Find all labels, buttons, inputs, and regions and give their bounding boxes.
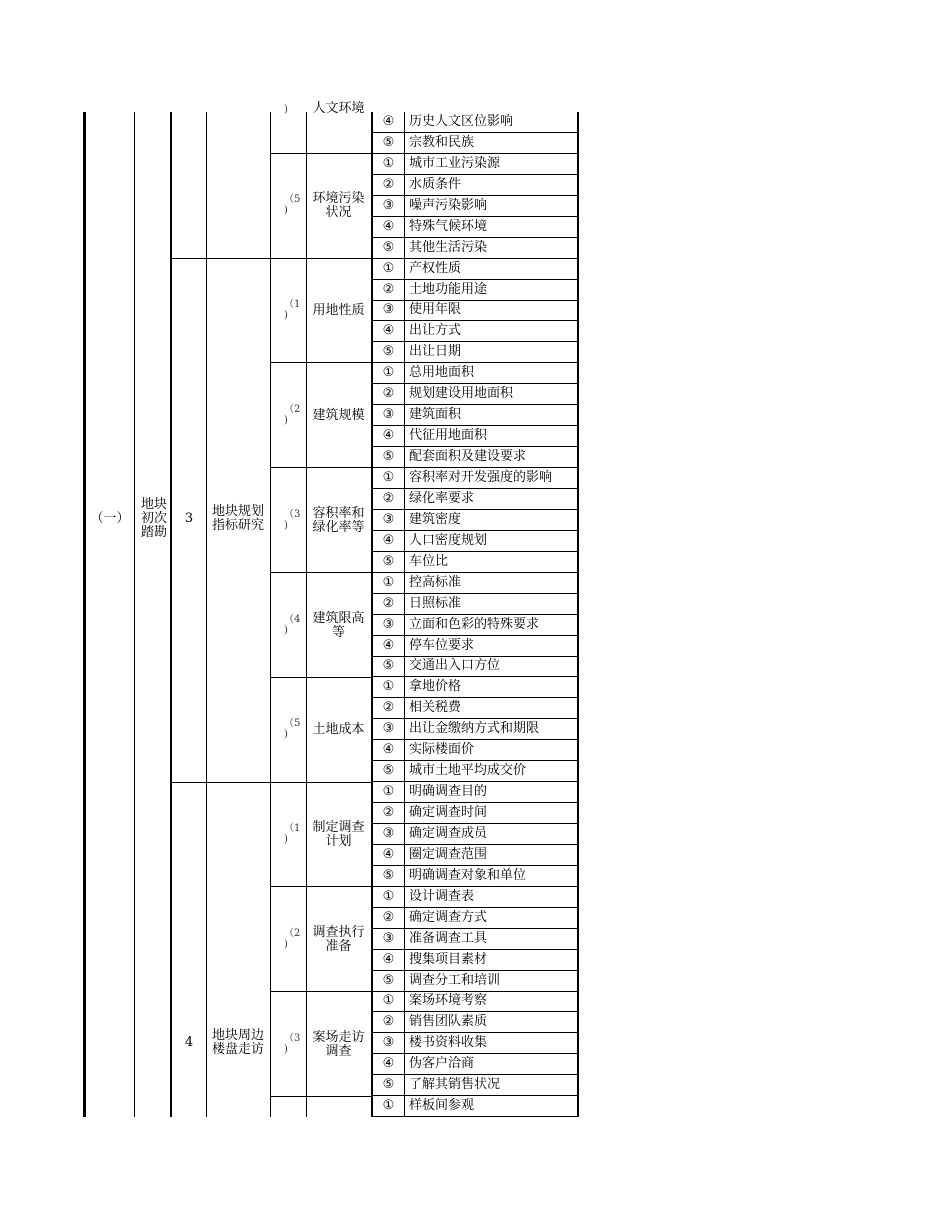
group-number	[284, 104, 288, 115]
group-title-line: 准备	[325, 939, 352, 954]
list-item	[373, 238, 577, 259]
item-number: ②	[373, 1012, 405, 1032]
item-number: ④	[373, 950, 405, 970]
section-label: （一）	[90, 511, 130, 526]
chapter-divider	[172, 258, 371, 259]
item-number: ①	[373, 991, 405, 1011]
item-number: ④	[373, 1054, 405, 1074]
group-divider	[270, 991, 371, 992]
group-number-line: （4	[284, 614, 301, 625]
item-number: ②	[373, 175, 405, 195]
item-number: ⑤	[373, 1075, 405, 1095]
item-number: ③	[373, 510, 405, 530]
chapter-divider	[172, 782, 371, 783]
item-number: ②	[373, 594, 405, 614]
item-number: ①	[373, 887, 405, 907]
item-number: ①	[373, 259, 405, 279]
list-item	[373, 321, 577, 342]
chapter-title-line: 地块周边	[211, 1028, 264, 1043]
group-number-line: )	[284, 205, 288, 216]
list-item	[373, 510, 577, 531]
item-label: 车位比	[409, 553, 449, 569]
group-divider	[270, 886, 371, 887]
list-item	[373, 615, 577, 636]
item-number: ④	[373, 112, 405, 132]
item-label: 确定调查成员	[409, 825, 488, 841]
item-number: ⑤	[373, 656, 405, 676]
list-item	[373, 468, 577, 489]
section-title-line: 地块	[140, 497, 167, 512]
group-number-line: （3	[284, 509, 301, 520]
group-number-line: （3	[284, 1033, 301, 1044]
group-number-line: )	[284, 415, 288, 426]
group-title	[306, 507, 371, 535]
item-number: ⑤	[373, 342, 405, 362]
list-item	[373, 636, 577, 657]
group-number	[284, 404, 300, 426]
group-number-line: )	[284, 104, 288, 115]
item-number: ②	[373, 384, 405, 404]
list-item	[373, 887, 577, 908]
item-number: ③	[373, 929, 405, 949]
list-item	[373, 761, 577, 782]
item-number: ④	[373, 426, 405, 446]
item-label: 城市土地平均成交价	[409, 763, 527, 779]
item-number: ②	[373, 280, 405, 300]
group-title	[306, 192, 371, 220]
item-number: ⑤	[373, 238, 405, 258]
item-label: 停车位要求	[409, 637, 475, 653]
section-title-line: 初次	[140, 511, 167, 526]
list-item	[373, 740, 577, 761]
list-item	[373, 971, 577, 992]
list-item	[373, 217, 577, 238]
list-item	[373, 594, 577, 615]
list-item	[373, 112, 577, 133]
item-label: 特殊气候环境	[409, 218, 488, 234]
group-title-line: 等	[331, 625, 345, 640]
group-number	[284, 718, 300, 740]
item-label: 土地功能用途	[409, 281, 488, 297]
item-label: 历史人文区位影响	[409, 114, 514, 129]
item-label: 其他生活污染	[409, 239, 488, 255]
list-item	[373, 175, 577, 196]
item-label: 调查分工和培训	[409, 972, 501, 988]
group-divider	[270, 677, 371, 678]
item-number: ⑤	[373, 552, 405, 572]
item-number: ①	[373, 468, 405, 488]
chapter-title-line: 地块规划	[211, 504, 264, 519]
item-label: 确定调查时间	[409, 805, 488, 821]
item-number: ②	[373, 698, 405, 718]
list-item	[373, 1033, 577, 1054]
item-number: ②	[373, 908, 405, 928]
item-label: 出让金缴纳方式和期限	[409, 721, 540, 737]
group-title-line: 绿化率等	[312, 520, 365, 535]
list-item	[373, 342, 577, 363]
list-item	[373, 991, 577, 1012]
item-label: 日照标准	[409, 595, 462, 611]
item-label: 设计调查表	[409, 888, 475, 904]
list-item	[373, 845, 577, 866]
item-number: ③	[373, 1033, 405, 1053]
group-divider	[270, 153, 371, 154]
section-title-column	[135, 112, 172, 1117]
section-title-line: 踏勘	[140, 525, 167, 540]
list-item	[373, 950, 577, 971]
group-title: 用地性质	[312, 303, 365, 318]
item-number: ①	[373, 1096, 405, 1116]
list-item	[373, 405, 577, 426]
list-item	[373, 384, 577, 405]
list-item	[373, 552, 577, 573]
item-number: ①	[373, 363, 405, 383]
item-label: 确定调查方式	[409, 909, 488, 925]
group-number-line: （5	[284, 718, 301, 729]
item-label: 立面和色彩的特殊要求	[409, 616, 540, 632]
item-number: ①	[373, 782, 405, 802]
item-label: 容积率对开发强度的影响	[409, 469, 553, 485]
item-number: ③	[373, 615, 405, 635]
group-number-line: （1	[284, 299, 301, 310]
item-label: 搜集项目素材	[409, 951, 488, 967]
list-item	[373, 1012, 577, 1033]
item-label: 实际楼面价	[409, 742, 475, 758]
group-number-line: )	[284, 625, 288, 636]
item-label: 相关税费	[409, 700, 462, 716]
group-number-line: （1	[284, 823, 301, 834]
item-label: 绿化率要求	[409, 490, 475, 506]
list-item	[373, 782, 577, 803]
section-title	[136, 498, 172, 540]
group-number-line: （2	[284, 404, 301, 415]
item-label: 配套面积及建设要求	[409, 449, 527, 465]
item-label: 样板间参观	[409, 1098, 475, 1114]
item-number: ⑤	[373, 133, 405, 153]
item-number: ①	[373, 677, 405, 697]
group-title	[306, 1031, 371, 1059]
item-label: 总用地面积	[409, 365, 475, 381]
item-number: ④	[373, 217, 405, 237]
list-item	[373, 363, 577, 384]
item-label: 出让方式	[409, 323, 462, 339]
item-label: 水质条件	[409, 176, 462, 192]
group-number-line: )	[284, 1044, 288, 1055]
group-title	[306, 612, 371, 640]
group-divider	[270, 1096, 371, 1097]
item-label: 交通出入口方位	[409, 658, 501, 674]
item-number: ③	[373, 196, 405, 216]
group-number-line: )	[284, 834, 288, 845]
group-number	[284, 823, 300, 845]
list-item	[373, 698, 577, 719]
list-item	[373, 259, 577, 280]
list-item	[373, 154, 577, 175]
group-title	[306, 821, 371, 849]
item-label: 伪客户洽商	[409, 1056, 475, 1072]
list-item	[373, 929, 577, 950]
chapter-title	[206, 505, 270, 533]
item-label: 明确调查目的	[409, 784, 488, 800]
item-number: ③	[373, 405, 405, 425]
section-column	[83, 112, 135, 1117]
item-number: ⑤	[373, 866, 405, 886]
group-number-line: )	[284, 729, 288, 740]
list-item	[373, 866, 577, 887]
item-number: ①	[373, 154, 405, 174]
group-title: 人文环境	[312, 101, 365, 116]
item-label: 宗教和民族	[409, 134, 475, 150]
list-item	[373, 824, 577, 845]
item-label: 楼书资料收集	[409, 1035, 488, 1051]
item-label: 准备调查工具	[409, 930, 488, 946]
list-item	[373, 196, 577, 217]
list-item	[373, 133, 577, 154]
item-list	[371, 112, 579, 1117]
item-label: 圈定调查范围	[409, 846, 488, 862]
item-label: 产权性质	[409, 260, 462, 276]
group-number-line: （5	[284, 194, 301, 205]
item-number: ⑤	[373, 971, 405, 991]
chapter-title-column-border	[270, 112, 271, 1117]
group-number	[284, 928, 300, 950]
item-label: 出让日期	[409, 344, 462, 360]
list-item	[373, 300, 577, 321]
list-item	[373, 1075, 577, 1096]
item-number: ④	[373, 845, 405, 865]
list-item	[373, 489, 577, 510]
list-item	[373, 677, 577, 698]
item-number: ⑤	[373, 447, 405, 467]
item-number: ①	[373, 573, 405, 593]
item-label: 噪声污染影响	[409, 197, 488, 213]
item-label: 规划建设用地面积	[409, 386, 514, 402]
group-number	[284, 299, 300, 321]
group-divider	[270, 362, 371, 363]
group-title-line: 调查执行	[312, 925, 365, 940]
item-label: 拿地价格	[409, 679, 462, 695]
chapter-num-column-border	[206, 112, 207, 1117]
list-item	[373, 426, 577, 447]
group-number-line: )	[284, 520, 288, 531]
item-label: 建筑面积	[409, 407, 462, 423]
item-number: ②	[373, 803, 405, 823]
item-number: ④	[373, 531, 405, 551]
group-number-line: )	[284, 310, 288, 321]
list-item	[373, 803, 577, 824]
item-label: 了解其销售状况	[409, 1077, 501, 1093]
item-label: 人口密度规划	[409, 532, 488, 548]
group-number-line: )	[284, 939, 288, 950]
chapter-title-line: 楼盘走访	[211, 1042, 264, 1057]
item-label: 代征用地面积	[409, 428, 488, 444]
group-title-line: 建筑限高	[312, 611, 365, 626]
item-label: 使用年限	[409, 302, 462, 318]
group-title	[306, 926, 371, 954]
item-label: 控高标准	[409, 574, 462, 590]
item-number: ④	[373, 636, 405, 656]
item-number: ②	[373, 489, 405, 509]
list-item	[373, 280, 577, 301]
group-number	[284, 194, 300, 216]
list-item	[373, 447, 577, 468]
group-number	[284, 509, 300, 531]
group-title-line: 容积率和	[312, 506, 365, 521]
group-title-line: 计划	[325, 834, 352, 849]
item-label: 销售团队素质	[409, 1014, 488, 1030]
item-label: 案场环境考察	[409, 993, 488, 1009]
chapter-title-line: 指标研究	[211, 518, 264, 533]
item-label: 城市工业污染源	[409, 155, 501, 171]
list-item	[373, 908, 577, 929]
list-item	[373, 573, 577, 594]
item-number: ③	[373, 824, 405, 844]
group-title: 建筑规模	[312, 408, 365, 423]
list-item	[373, 656, 577, 677]
list-item	[373, 1054, 577, 1075]
list-item	[373, 531, 577, 552]
item-number: ④	[373, 321, 405, 341]
chapter-number: 3	[184, 511, 194, 526]
item-label: 明确调查对象和单位	[409, 867, 527, 883]
group-title-line: 案场走访	[312, 1030, 365, 1045]
group-title-line: 制定调查	[312, 820, 365, 835]
item-number: ③	[373, 300, 405, 320]
group-number-line: （2	[284, 928, 301, 939]
group-title-line: 调查	[325, 1044, 352, 1059]
group-divider	[270, 467, 371, 468]
group-number	[284, 1033, 300, 1055]
chapter-number: 4	[184, 1035, 194, 1050]
group-title: 土地成本	[312, 722, 365, 737]
group-title-line: 状况	[325, 205, 352, 220]
list-item	[373, 719, 577, 740]
group-title-line: 环境污染	[312, 191, 365, 206]
item-label: 建筑密度	[409, 511, 462, 527]
item-number: ④	[373, 740, 405, 760]
group-divider	[270, 572, 371, 573]
item-number: ③	[373, 719, 405, 739]
list-item	[373, 1096, 577, 1117]
item-number: ⑤	[373, 761, 405, 781]
group-number	[284, 614, 300, 636]
chapter-title	[206, 1029, 270, 1057]
